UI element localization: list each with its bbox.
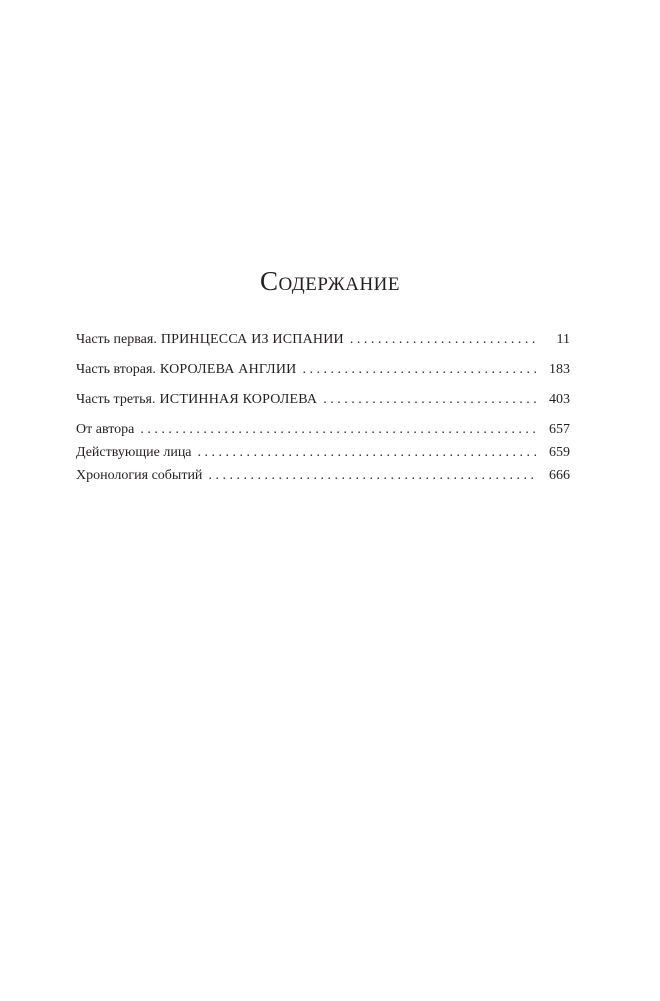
toc-entry-chronology[interactable]: [76, 464, 570, 487]
dot-leader: [208, 464, 538, 487]
toc-entry-page: 403: [549, 392, 570, 407]
toc-entry-label: Действующие лица: [76, 445, 192, 460]
toc-entry-author-note[interactable]: [76, 418, 570, 441]
toc-entry-page: 666: [549, 468, 570, 483]
toc-entry-title: ИСТИННАЯ КОРОЛЕВА: [159, 392, 318, 407]
toc-entry-label: От автора: [76, 422, 135, 437]
toc-entry-part-2[interactable]: [76, 358, 570, 381]
toc-entry-page: 657: [549, 422, 570, 437]
toc-entry-prefix: Часть вторая.: [76, 362, 156, 377]
toc-entry-title: КОРОЛЕВА АНГЛИИ: [159, 362, 297, 377]
toc-entry-title: ПРИНЦЕССА ИЗ ИСПАНИИ: [160, 332, 344, 347]
dot-leader: [323, 388, 538, 411]
toc-entry-page: 659: [549, 445, 570, 460]
dot-leader: [198, 441, 538, 464]
toc-entry-prefix: Часть первая.: [76, 332, 157, 347]
toc-entry-part-3[interactable]: [76, 388, 570, 411]
dot-leader: [350, 328, 538, 351]
toc-entry-characters[interactable]: [76, 441, 570, 464]
toc-entry-part-1[interactable]: [76, 328, 570, 351]
toc-entry-page: 183: [549, 362, 570, 377]
toc-title: Содержание: [259, 266, 401, 296]
toc-entry-page: 11: [556, 332, 570, 347]
dot-leader: [140, 418, 538, 441]
toc-entry-label: Хронология событий: [76, 468, 203, 483]
dot-leader: [302, 358, 538, 381]
table-of-contents: [76, 328, 570, 487]
toc-entry-prefix: Часть третья.: [76, 392, 156, 407]
